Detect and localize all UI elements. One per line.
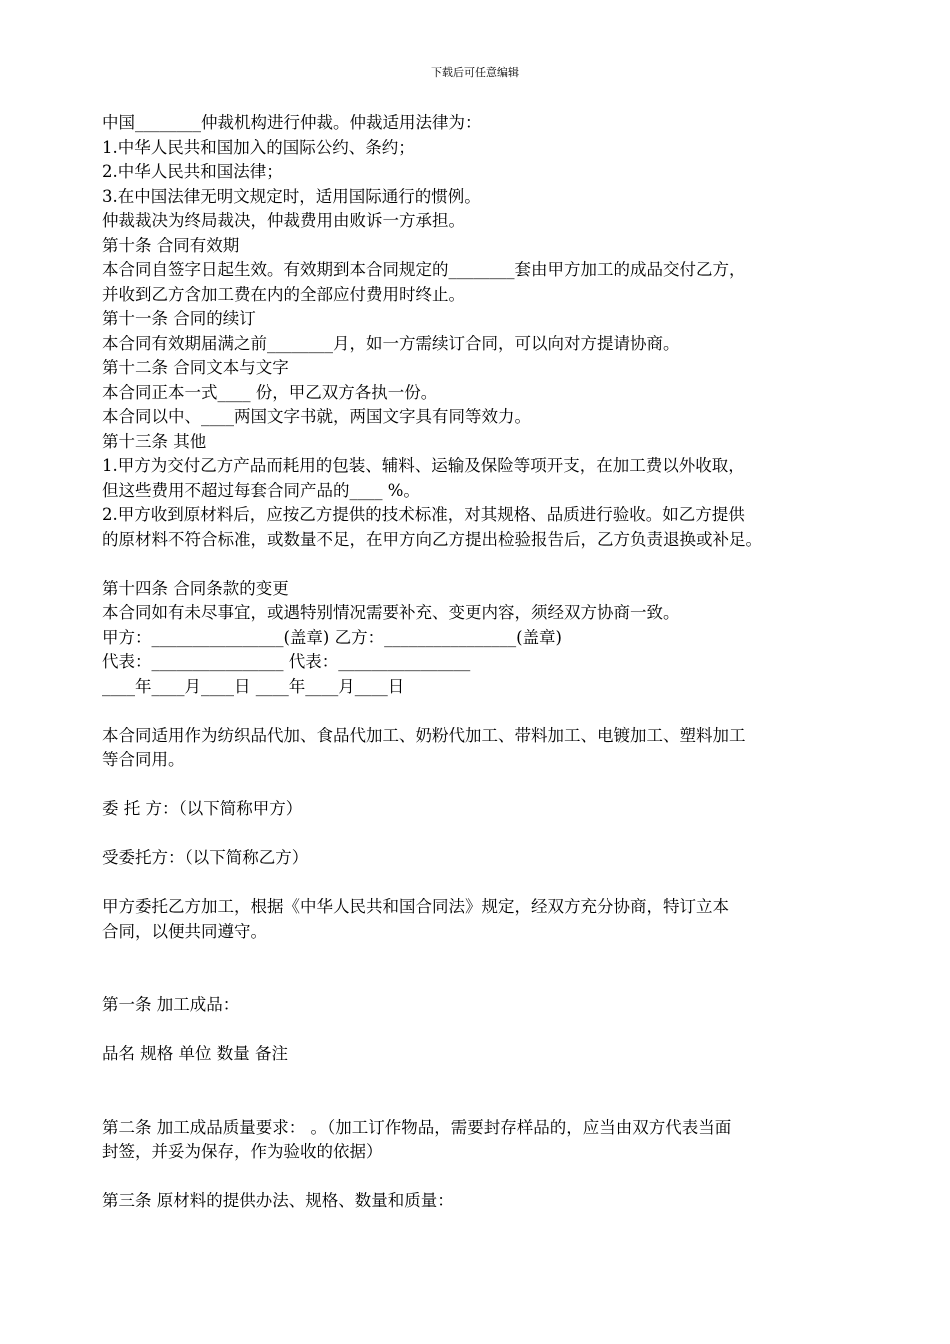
text-line: 的原材料不符合标准，或数量不足，在甲方向乙方提出检验报告后，乙方负责退换或补足。 xyxy=(102,529,762,549)
text-line: 2.中华人民共和国法律； xyxy=(102,162,283,181)
text-line: 品名 规格 单位 数量 备注 xyxy=(102,1044,288,1063)
text-line: 本合同正本一式____ 份，甲乙双方各执一份。 xyxy=(102,382,438,402)
blank-line xyxy=(102,699,892,724)
text-line: 第十条 合同有效期 xyxy=(102,235,240,255)
text-line: 甲方委托乙方加工，根据《中华人民共和国合同法》规定，经双方充分协商，特订立本 xyxy=(102,897,729,916)
text-line: 本合同以中、____两国文字书就，两国文字具有同等效力。 xyxy=(102,407,531,426)
blank-line xyxy=(102,1091,892,1116)
blank-line xyxy=(102,1165,892,1190)
text-line: 合同，以便共同遵守。 xyxy=(102,921,267,941)
text-line: 但这些费用不超过每套合同产品的____ %。 xyxy=(102,480,420,500)
text-line: 仲裁裁决为终局裁决，仲裁费用由败诉一方承担。 xyxy=(102,211,465,230)
page-header: 下载后可任意编辑 xyxy=(431,66,519,79)
text-line: 甲方：________________(盖章) 乙方：________________(盖章) xyxy=(102,627,562,647)
text-line: 第一条 加工成品： xyxy=(102,995,240,1014)
blank-line xyxy=(102,871,892,896)
text-line: 本合同自签字日起生效。有效期到本合同规定的________套由甲方加工的成品交付乙方， xyxy=(102,260,746,279)
blank-line xyxy=(102,552,892,577)
text-line: 本合同有效期届满之前________月，如一方需续订合同，可以向对方提请协商。 xyxy=(102,333,680,353)
text-line: 委 托 方：（以下简称甲方） xyxy=(102,799,303,818)
document-body xyxy=(102,111,892,1214)
text-line: 1.甲方为交付乙方产品而耗用的包装、辅料、运输及保险等项开支，在加工费以外收取， xyxy=(102,456,745,475)
text-line: 并收到乙方含加工费在内的全部应付费用时终止。 xyxy=(102,284,465,304)
text-line: 本合同如有未尽事宜，或遇特别情况需要补充、变更内容，须经双方协商一致。 xyxy=(102,603,680,622)
text-line: ____年____月____日 ____年____月____日 xyxy=(102,676,405,696)
text-line: 第十二条 合同文本与文字 xyxy=(102,358,289,377)
text-line: 2.甲方收到原材料后，应按乙方提供的技术标准，对其规格、品质进行验收。如乙方提供 xyxy=(102,505,745,524)
blank-line xyxy=(102,1067,892,1092)
text-line: 第二条 加工成品质量要求： 。（加工订作物品，需要封存样品的，应当由双方代表当面 xyxy=(102,1117,732,1137)
blank-line xyxy=(102,969,892,994)
text-line: 代表：________________ 代表：________________ xyxy=(102,652,471,671)
text-line: 第十一条 合同的续订 xyxy=(102,309,256,328)
text-line: 第十四条 合同条款的变更 xyxy=(102,578,289,598)
text-line: 第十三条 其他 xyxy=(102,431,207,451)
blank-line xyxy=(102,1018,892,1043)
blank-line xyxy=(102,822,892,847)
text-line: 受委托方：（以下简称乙方） xyxy=(102,848,309,867)
blank-line xyxy=(102,944,892,969)
text-line: 中国________仲裁机构进行仲裁。仲裁适用法律为： xyxy=(102,113,482,132)
text-line: 3.在中国法律无明文规定时，适用国际通行的惯例。 xyxy=(102,186,481,206)
text-line: 等合同用。 xyxy=(102,750,185,769)
text-line: 第三条 原材料的提供办法、规格、数量和质量： xyxy=(102,1191,454,1210)
blank-line xyxy=(102,773,892,798)
text-line: 封签，并妥为保存，作为验收的依据） xyxy=(102,1142,383,1161)
text-line: 本合同适用作为纺织品代加、食品代加工、奶粉代加工、带料加工、电镀加工、塑料加工 xyxy=(102,725,746,745)
text-line: 1.中华人民共和国加入的国际公约、条约； xyxy=(102,137,415,157)
